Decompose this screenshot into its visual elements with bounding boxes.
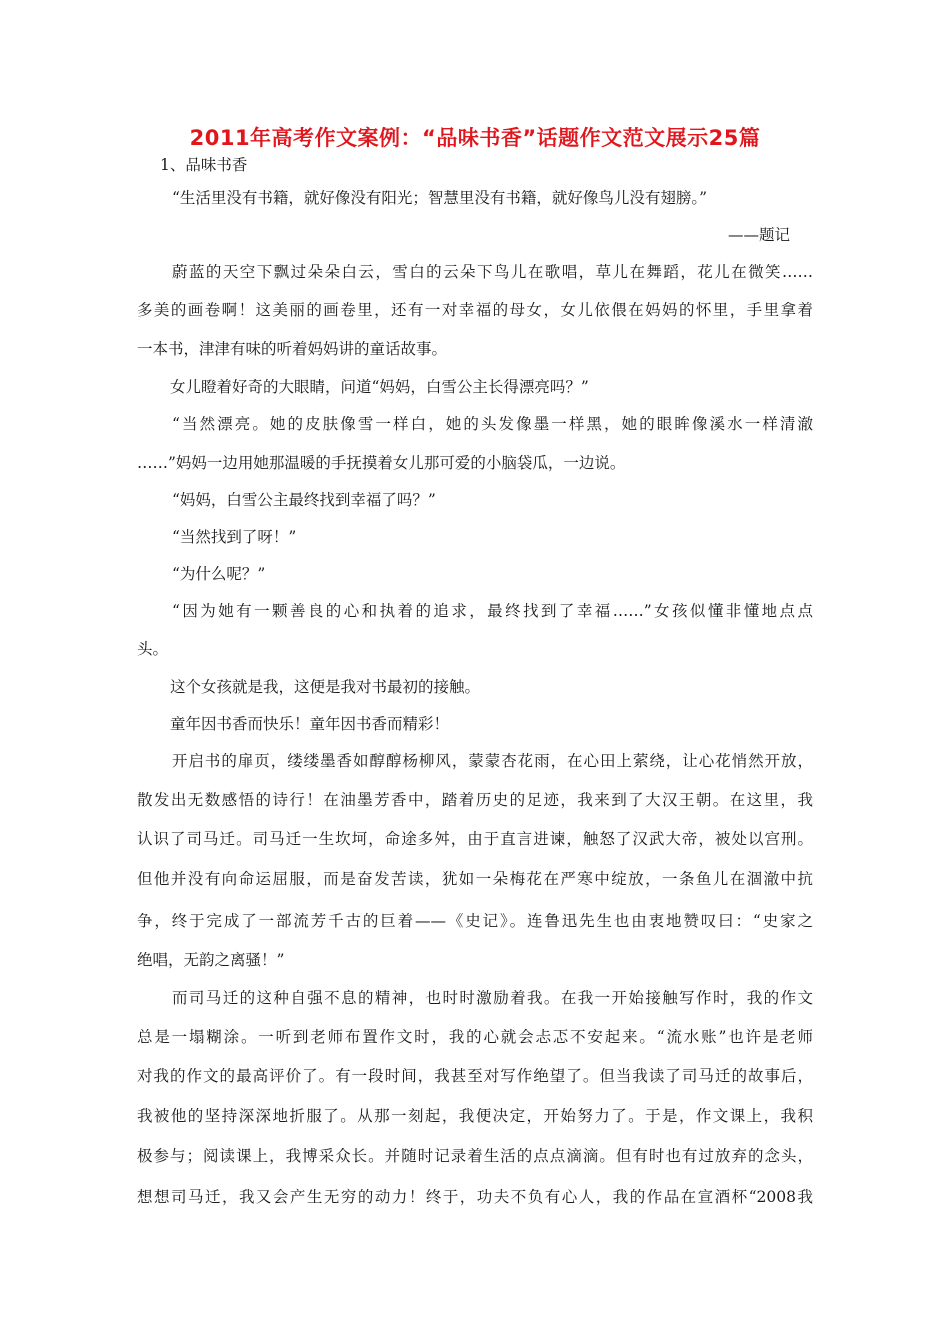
paragraph-line: 女儿瞪着好奇的大眼睛，问道“妈妈，白雪公主长得漂亮吗？” (170, 378, 589, 396)
paragraph-line: 这个女孩就是我，这便是我对书最初的接触。 (170, 678, 481, 696)
paragraph-line: 但他并没有向命运屈服，而是奋发苦读，犹如一朵梅花在严寒中绽放，一条鱼儿在涸澈中抗 (137, 870, 813, 888)
paragraph-line: ……”妈妈一边用她那温暖的手抚摸着女儿那可爱的小脑袋瓜，一边说。 (137, 454, 626, 472)
paragraph-line: “为什么呢？” (172, 565, 266, 583)
document-title: 2011年高考作文案例：“品味书香”话题作文范文展示25篇 (189, 126, 761, 150)
paragraph-line: 童年因书香而快乐！童年因书香而精彩！ (170, 715, 450, 733)
paragraph-line: 极参与；阅读课上，我博采众长。并随时记录着生活的点点滴滴。但有时也有过放弃的念头， (137, 1147, 813, 1165)
paragraph-line: 散发出无数感悟的诗行！在油墨芳香中，踏着历史的足迹，我来到了大汉王朝。在这里，我 (137, 791, 813, 809)
paragraph-line: “当然漂亮。她的皮肤像雪一样白，她的头发像墨一样黑，她的眼眸像溪水一样清澈 (172, 415, 813, 433)
paragraph-line: 对我的作文的最高评价了。有一段时间，我甚至对写作绝望了。但当我读了司马迁的故事后， (137, 1067, 813, 1085)
paragraph-line: 总是一塌糊涂。一听到老师布置作文时，我的心就会忐忑不安起来。“流水账”也许是老师 (137, 1028, 813, 1046)
paragraph-line: 开启书的扉页，缕缕墨香如醇醇杨柳风，蒙蒙杏花雨，在心田上萦绕，让心花悄然开放， (172, 752, 813, 770)
paragraph-line: 认识了司马迁。司马迁一生坎坷，命途多舛，由于直言进谏，触怒了汉武大帝，被处以宫刑。 (137, 830, 813, 848)
paragraph-line: 一本书，津津有味的听着妈妈讲的童话故事。 (137, 340, 448, 358)
paragraph-line: 而司马迁的这种自强不息的精神，也时时激励着我。在我一开始接触写作时，我的作文 (172, 989, 813, 1007)
paragraph-line: 头。 (137, 640, 169, 658)
paragraph-line: 想想司马迁，我又会产生无穷的动力！终于，功夫不负有心人，我的作品在宣酒杯“2008我 (137, 1188, 813, 1206)
paragraph-line: 绝唱，无韵之离骚！” (137, 951, 285, 969)
paragraph-line: 多美的画卷啊！这美丽的画卷里，还有一对幸福的母女，女儿依偎在妈妈的怀里，手里拿着 (137, 301, 813, 319)
section-heading: 1、品味书香 (160, 156, 248, 174)
paragraph-line: “当然找到了呀！” (172, 528, 297, 546)
paragraph-line: 蔚蓝的天空下飘过朵朵白云，雪白的云朵下鸟儿在歌唱，草儿在舞蹈，花儿在微笑…… (172, 263, 813, 281)
paragraph-line: 我被他的坚持深深地折服了。从那一刻起，我便决定，开始努力了。于是，作文课上，我积 (137, 1107, 813, 1125)
paragraph-line: “因为她有一颗善良的心和执着的追求，最终找到了幸福……”女孩似懂非懂地点点 (172, 602, 813, 620)
epigraph-attribution: ——题记 (727, 226, 790, 244)
epigraph: “生活里没有书籍，就好像没有阳光；智慧里没有书籍，就好像鸟儿没有翅膀。” (172, 189, 708, 207)
paragraph-line: “妈妈，白雪公主最终找到幸福了吗？” (172, 491, 436, 509)
paragraph-line: 争，终于完成了一部流芳千古的巨着——《史记》。连鲁迅先生也由衷地赞叹曰：“史家之 (137, 912, 813, 930)
